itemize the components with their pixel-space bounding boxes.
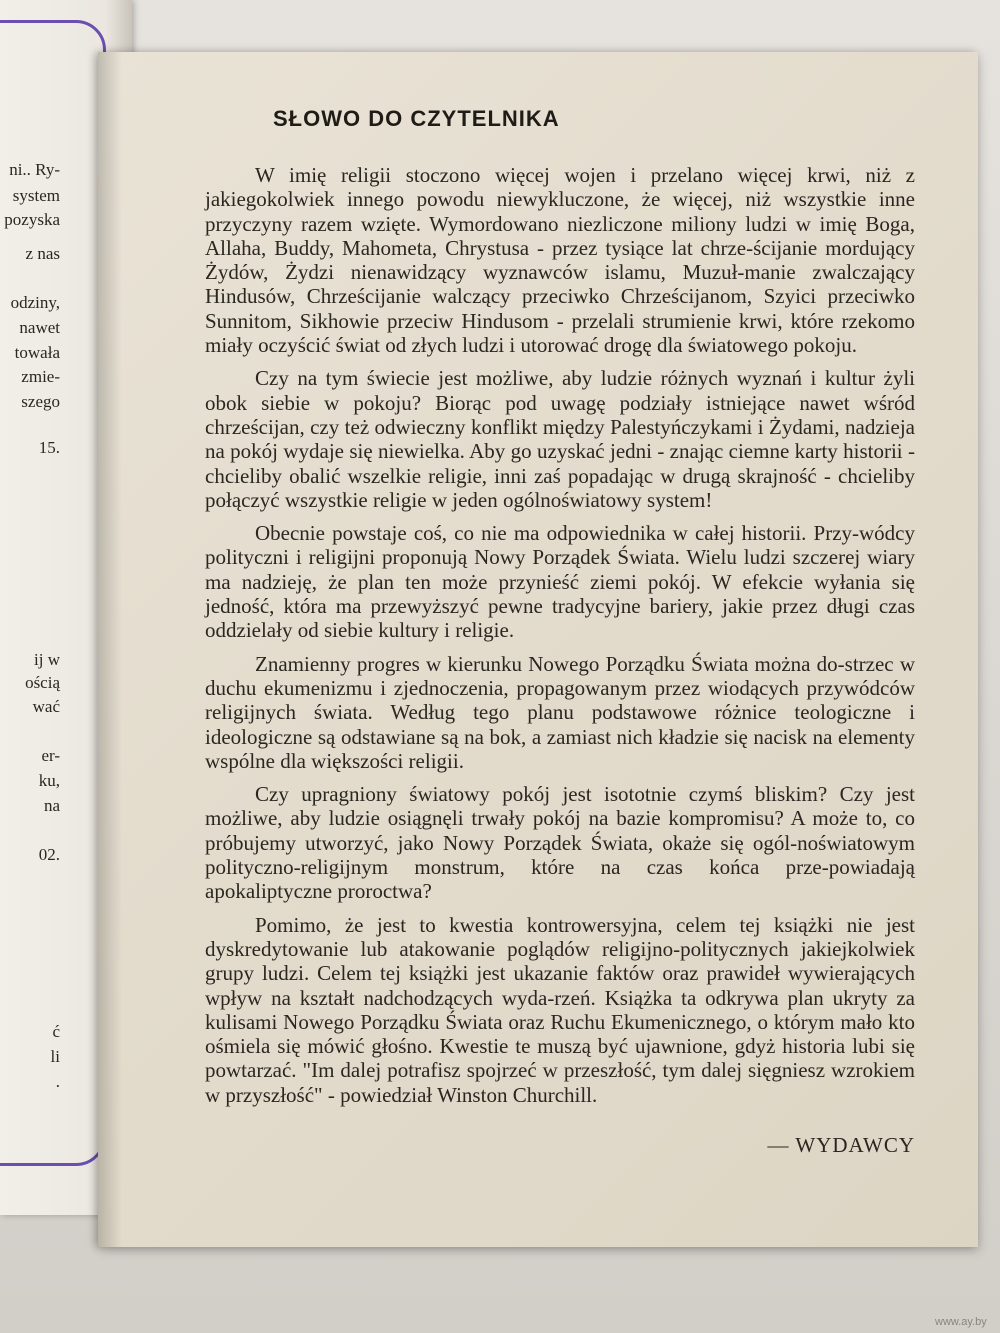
paragraph-6: Pomimo, że jest to kwestia kontrowersyjna, celem tej książki nie jest dyskredytowanie lub atakowanie poglądów religijno-politycznych jakiejkolwiek grupy ludzi. Celem tej książki jest ukazanie faktów oraz prawideł wywierających wpływ na kształt nadchodzących wyda-rzeń. Książka ta odkrywa plan ukryty za kulisami Nowego Porządku Świata oraz Ruchu Ekumenicznego, o którym mało kto ośmiela się mówić głośno. Kwestie te muszą być ujawnione, gdyż historia lubi się powtarzać. "Im dalej potrafisz spojrzeć w przeszłość, tym dalej sięgniesz wzrokiem w przyszłość" - powiedział Winston Churchill. [205, 912, 915, 1107]
left-page-fragment: 02. [38, 845, 60, 864]
signature: — WYDAWCY [767, 1133, 915, 1157]
left-page-fragment: odziny, [10, 293, 60, 312]
watermark: www.ay.by [935, 1316, 987, 1328]
left-page-fragment: ć [52, 1022, 60, 1041]
paragraph-4: Znamienny progres w kierunku Nowego Porządku Świata można do-strzec w duchu ekumenizmu i zjednoczenia, propagowanym przez wiodących przywódców religijnych świata. Według tego planu podstawowe różnice teologiczne i ideologiczne są odstawiane są na bok, a zamiast nich kładzie się nacisk na elementy wspólne dla większości religii. [205, 651, 915, 773]
book-gutter-shadow [98, 52, 122, 1247]
left-page-fragment: szego [21, 392, 60, 411]
page-title: SŁOWO DO CZYTELNIKA [273, 106, 560, 131]
left-page-fragment: er- [41, 746, 60, 765]
left-page-fragment: ni.. Ry- [9, 160, 60, 179]
left-page-fragment: pozyska [4, 210, 60, 229]
left-page-fragment: nawet [19, 318, 60, 337]
left-page-fragment: ij w [34, 650, 60, 669]
left-page-fragment: z nas [25, 244, 60, 263]
paragraph-3: Obecnie powstaje coś, co nie ma odpowiednika w całej historii. Przy-wódcy polityczni i religijni proponują Nowy Porządek Świata. Wielu ludzi szczerej wiary ma nadzieję, że plan ten może przynieść ziemi pokój. W efekcie wyłania się jedność, która ma przewyższyć pewne tradycyjne bariery, jakie przez długi czas oddzielały od siebie kultury i religie. [205, 521, 915, 643]
left-page-fragment: ością [25, 673, 60, 692]
left-page-fragment: zmie- [21, 367, 60, 386]
left-page-fragment: li [50, 1047, 60, 1066]
left-page-fragment: . [55, 1072, 60, 1091]
left-page-fragment: na [43, 796, 60, 815]
page-body [205, 163, 915, 1116]
left-page-fragment: ku, [38, 771, 60, 790]
paragraph-1: W imię religii stoczono więcej wojen i przelano więcej krwi, niż z jakiegokolwiek innego powodu niewykluczone, że więcej, niż wszystkie inne przyczyny razem wzięte. Wymordowano niezliczone miliony ludzi w imię Boga, Allaha, Buddy, Mahometa, Chrystusa - przez tysiące lat chrze-ścijanie mordujący Żydów, Żydzi nienawidzący wyznawców islamu, Muzuł-manie zwalczający Hindusów, Chrześcijanie walczący przeciwko Chrześcijanom, Szyici przeciwko Sunnitom, Sikhowie przeciw Hindusom - przelali strumienie krwi, które rzekomo miały oczyścić świat od złych ludzi i utorować drogę dla światowego pokoju. [205, 163, 915, 358]
left-page-fragment: system [12, 186, 60, 205]
left-page-fragment: 15. [38, 438, 60, 457]
left-page-fragment: wać [32, 697, 60, 716]
paragraph-5: Czy upragniony światowy pokój jest isototnie czymś bliskim? Czy jest możliwe, aby ludzie osiągnęli trwały pokój na bazie kompromisu? A może to, co próbujemy utworzyć, jako Nowy Porządek Świata, okaże się ogól-noświatowym polityczno-religijnym monstrum, które na czas końca prze-powiadają apokaliptyczne proroctwa? [205, 782, 915, 904]
left-page-fragment: towała [14, 343, 60, 362]
paragraph-2: Czy na tym świecie jest możliwe, aby ludzie różnych wyznań i kultur żyli obok siebie w pokoju? Biorąc pod uwagę podziały istniejące nawet wśród chrześcijan, czy też odwieczny konflikt między Palestyńczykami i Żydami, nadzieja na pokój wydaje się niewielka. Aby go uzyskać jedni - znając ciemne karty historii - chcieliby obalić wszelkie religie, inni zaś popadając w drugą skrajność - chcieliby połączyć wszystkie religie w jeden ogólnoświatowy system! [205, 366, 915, 512]
